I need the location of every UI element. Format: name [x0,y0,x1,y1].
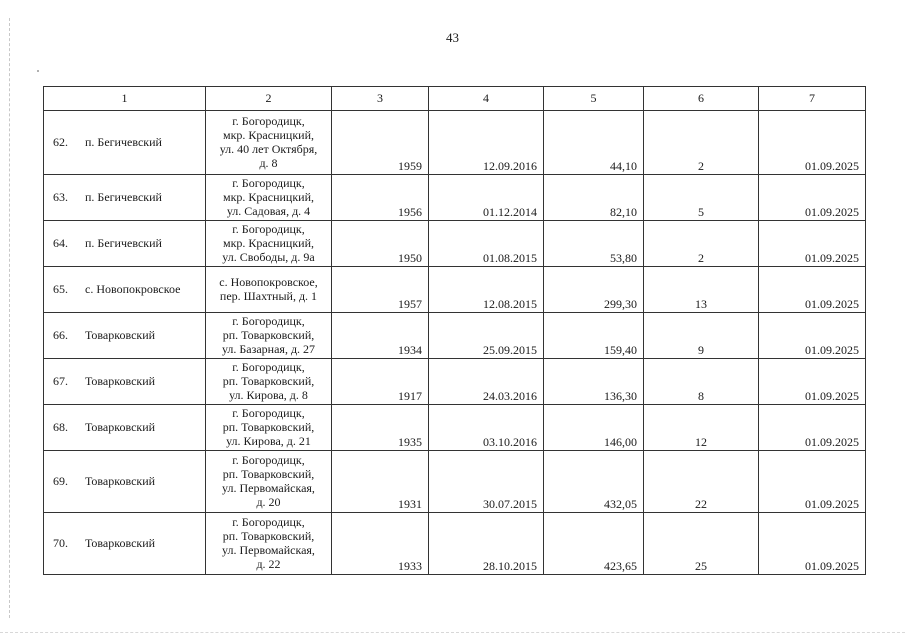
column-header: 5 [544,87,644,111]
header-row [44,87,866,111]
settlement-cell [44,359,206,405]
settlement-name: Товарковский [85,420,156,434]
row-number: 62. [53,135,68,149]
table-row [44,359,866,405]
address-line: г. Богородицк, [232,515,305,529]
area-cell: 136,30 [544,359,644,405]
address-line: г. Богородицк, [232,114,305,128]
count-cell: 25 [644,513,759,575]
date-cell: 01.08.2015 [429,221,544,267]
row-number: 65. [53,282,68,296]
year-cell: 1935 [332,405,429,451]
address-line: ул. Первомайская, [222,481,315,495]
address-line: рп. Товарковский, [222,467,315,481]
address-line: г. Богородицк, [232,222,305,236]
scan-edge-line [9,18,10,618]
address-line: рп. Товарковский, [222,328,315,342]
column-header: 3 [332,87,429,111]
address-line: ул. 40 лет Октября, [219,142,318,156]
area-cell: 44,10 [544,111,644,175]
date-cell: 30.07.2015 [429,451,544,513]
settlement-name: п. Бегичевский [85,190,162,204]
address-cell [206,513,332,575]
settlement-name: Товарковский [85,374,156,388]
row-number: 70. [53,536,68,550]
row-number: 69. [53,474,68,488]
address-cell [206,175,332,221]
deadline-cell: 01.09.2025 [759,111,866,175]
settlement-cell [44,313,206,359]
count-cell: 9 [644,313,759,359]
year-cell: 1950 [332,221,429,267]
address-line: мкр. Красницкий, [222,128,315,142]
date-cell: 03.10.2016 [429,405,544,451]
date-cell: 28.10.2015 [429,513,544,575]
settlement-name: Товарковский [85,474,156,488]
page-number: 43 [446,30,459,45]
date-cell: 25.09.2015 [429,313,544,359]
count-cell: 2 [644,221,759,267]
area-cell: 299,30 [544,267,644,313]
table-row [44,267,866,313]
table-row [44,221,866,267]
year-cell: 1917 [332,359,429,405]
housing-register-table [43,86,866,575]
year-cell: 1931 [332,451,429,513]
settlement-name: Товарковский [85,536,156,550]
address-cell [206,221,332,267]
count-cell: 5 [644,175,759,221]
table-row [44,451,866,513]
area-cell: 82,10 [544,175,644,221]
year-cell: 1956 [332,175,429,221]
table-row [44,111,866,175]
row-number: 66. [53,328,68,342]
area-cell: 159,40 [544,313,644,359]
column-header: 6 [644,87,759,111]
deadline-cell: 01.09.2025 [759,267,866,313]
column-header: 1 [44,87,206,111]
address-line: рп. Товарковский, [222,374,315,388]
address-line: с. Новопокровское, [219,275,318,289]
address-line: ул. Свободы, д. 9а [222,250,315,264]
table-row [44,405,866,451]
deadline-cell: 01.09.2025 [759,359,866,405]
deadline-cell: 01.09.2025 [759,313,866,359]
year-cell: 1934 [332,313,429,359]
date-cell: 12.09.2016 [429,111,544,175]
address-line: ул. Первомайская, [222,543,315,557]
address-line: рп. Товарковский, [222,529,315,543]
address-line: ул. Садовая, д. 4 [226,204,311,218]
address-line: д. 8 [259,156,278,170]
table-body [44,111,866,575]
area-cell: 423,65 [544,513,644,575]
address-line: д. 20 [256,495,281,509]
address-line: пер. Шахтный, д. 1 [219,289,318,303]
date-cell: 24.03.2016 [429,359,544,405]
row-number: 64. [53,236,68,250]
settlement-name: п. Бегичевский [85,236,162,250]
settlement-cell [44,111,206,175]
address-line: ул. Базарная, д. 27 [221,342,316,356]
column-header: 4 [429,87,544,111]
column-header: 7 [759,87,866,111]
count-cell: 2 [644,111,759,175]
address-line: ул. Кирова, д. 21 [226,434,311,448]
settlement-cell [44,175,206,221]
address-line: г. Богородицк, [232,176,305,190]
settlement-name: п. Бегичевский [85,135,162,149]
row-number: 63. [53,190,68,204]
address-line: д. 22 [256,557,281,571]
address-line: г. Богородицк, [232,453,305,467]
address-cell [206,359,332,405]
row-number: 68. [53,420,68,434]
area-cell: 432,05 [544,451,644,513]
year-cell: 1959 [332,111,429,175]
deadline-cell: 01.09.2025 [759,175,866,221]
date-cell: 12.08.2015 [429,267,544,313]
scan-artifact-dot [37,70,39,72]
deadline-cell: 01.09.2025 [759,451,866,513]
column-header: 2 [206,87,332,111]
settlement-cell [44,221,206,267]
scan-bottom-noise [0,632,905,633]
address-line: г. Богородицк, [232,360,305,374]
address-line: ул. Кирова, д. 8 [229,388,308,402]
deadline-cell: 01.09.2025 [759,405,866,451]
table-row [44,175,866,221]
address-cell [206,111,332,175]
row-number: 67. [53,374,68,388]
address-line: мкр. Красницкий, [222,190,315,204]
address-cell [206,267,332,313]
deadline-cell: 01.09.2025 [759,513,866,575]
area-cell: 146,00 [544,405,644,451]
count-cell: 12 [644,405,759,451]
area-cell: 53,80 [544,221,644,267]
address-cell [206,451,332,513]
address-line: мкр. Красницкий, [222,236,315,250]
count-cell: 22 [644,451,759,513]
settlement-name: с. Новопокровское [85,282,181,296]
address-line: рп. Товарковский, [222,420,315,434]
address-line: г. Богородицк, [232,314,305,328]
address-line: г. Богородицк, [232,406,305,420]
count-cell: 13 [644,267,759,313]
table-row [44,313,866,359]
settlement-cell [44,267,206,313]
address-cell [206,405,332,451]
year-cell: 1933 [332,513,429,575]
settlement-name: Товарковский [85,328,156,342]
settlement-cell [44,513,206,575]
settlement-cell [44,451,206,513]
table-row [44,513,866,575]
date-cell: 01.12.2014 [429,175,544,221]
count-cell: 8 [644,359,759,405]
deadline-cell: 01.09.2025 [759,221,866,267]
year-cell: 1957 [332,267,429,313]
address-cell [206,313,332,359]
settlement-cell [44,405,206,451]
